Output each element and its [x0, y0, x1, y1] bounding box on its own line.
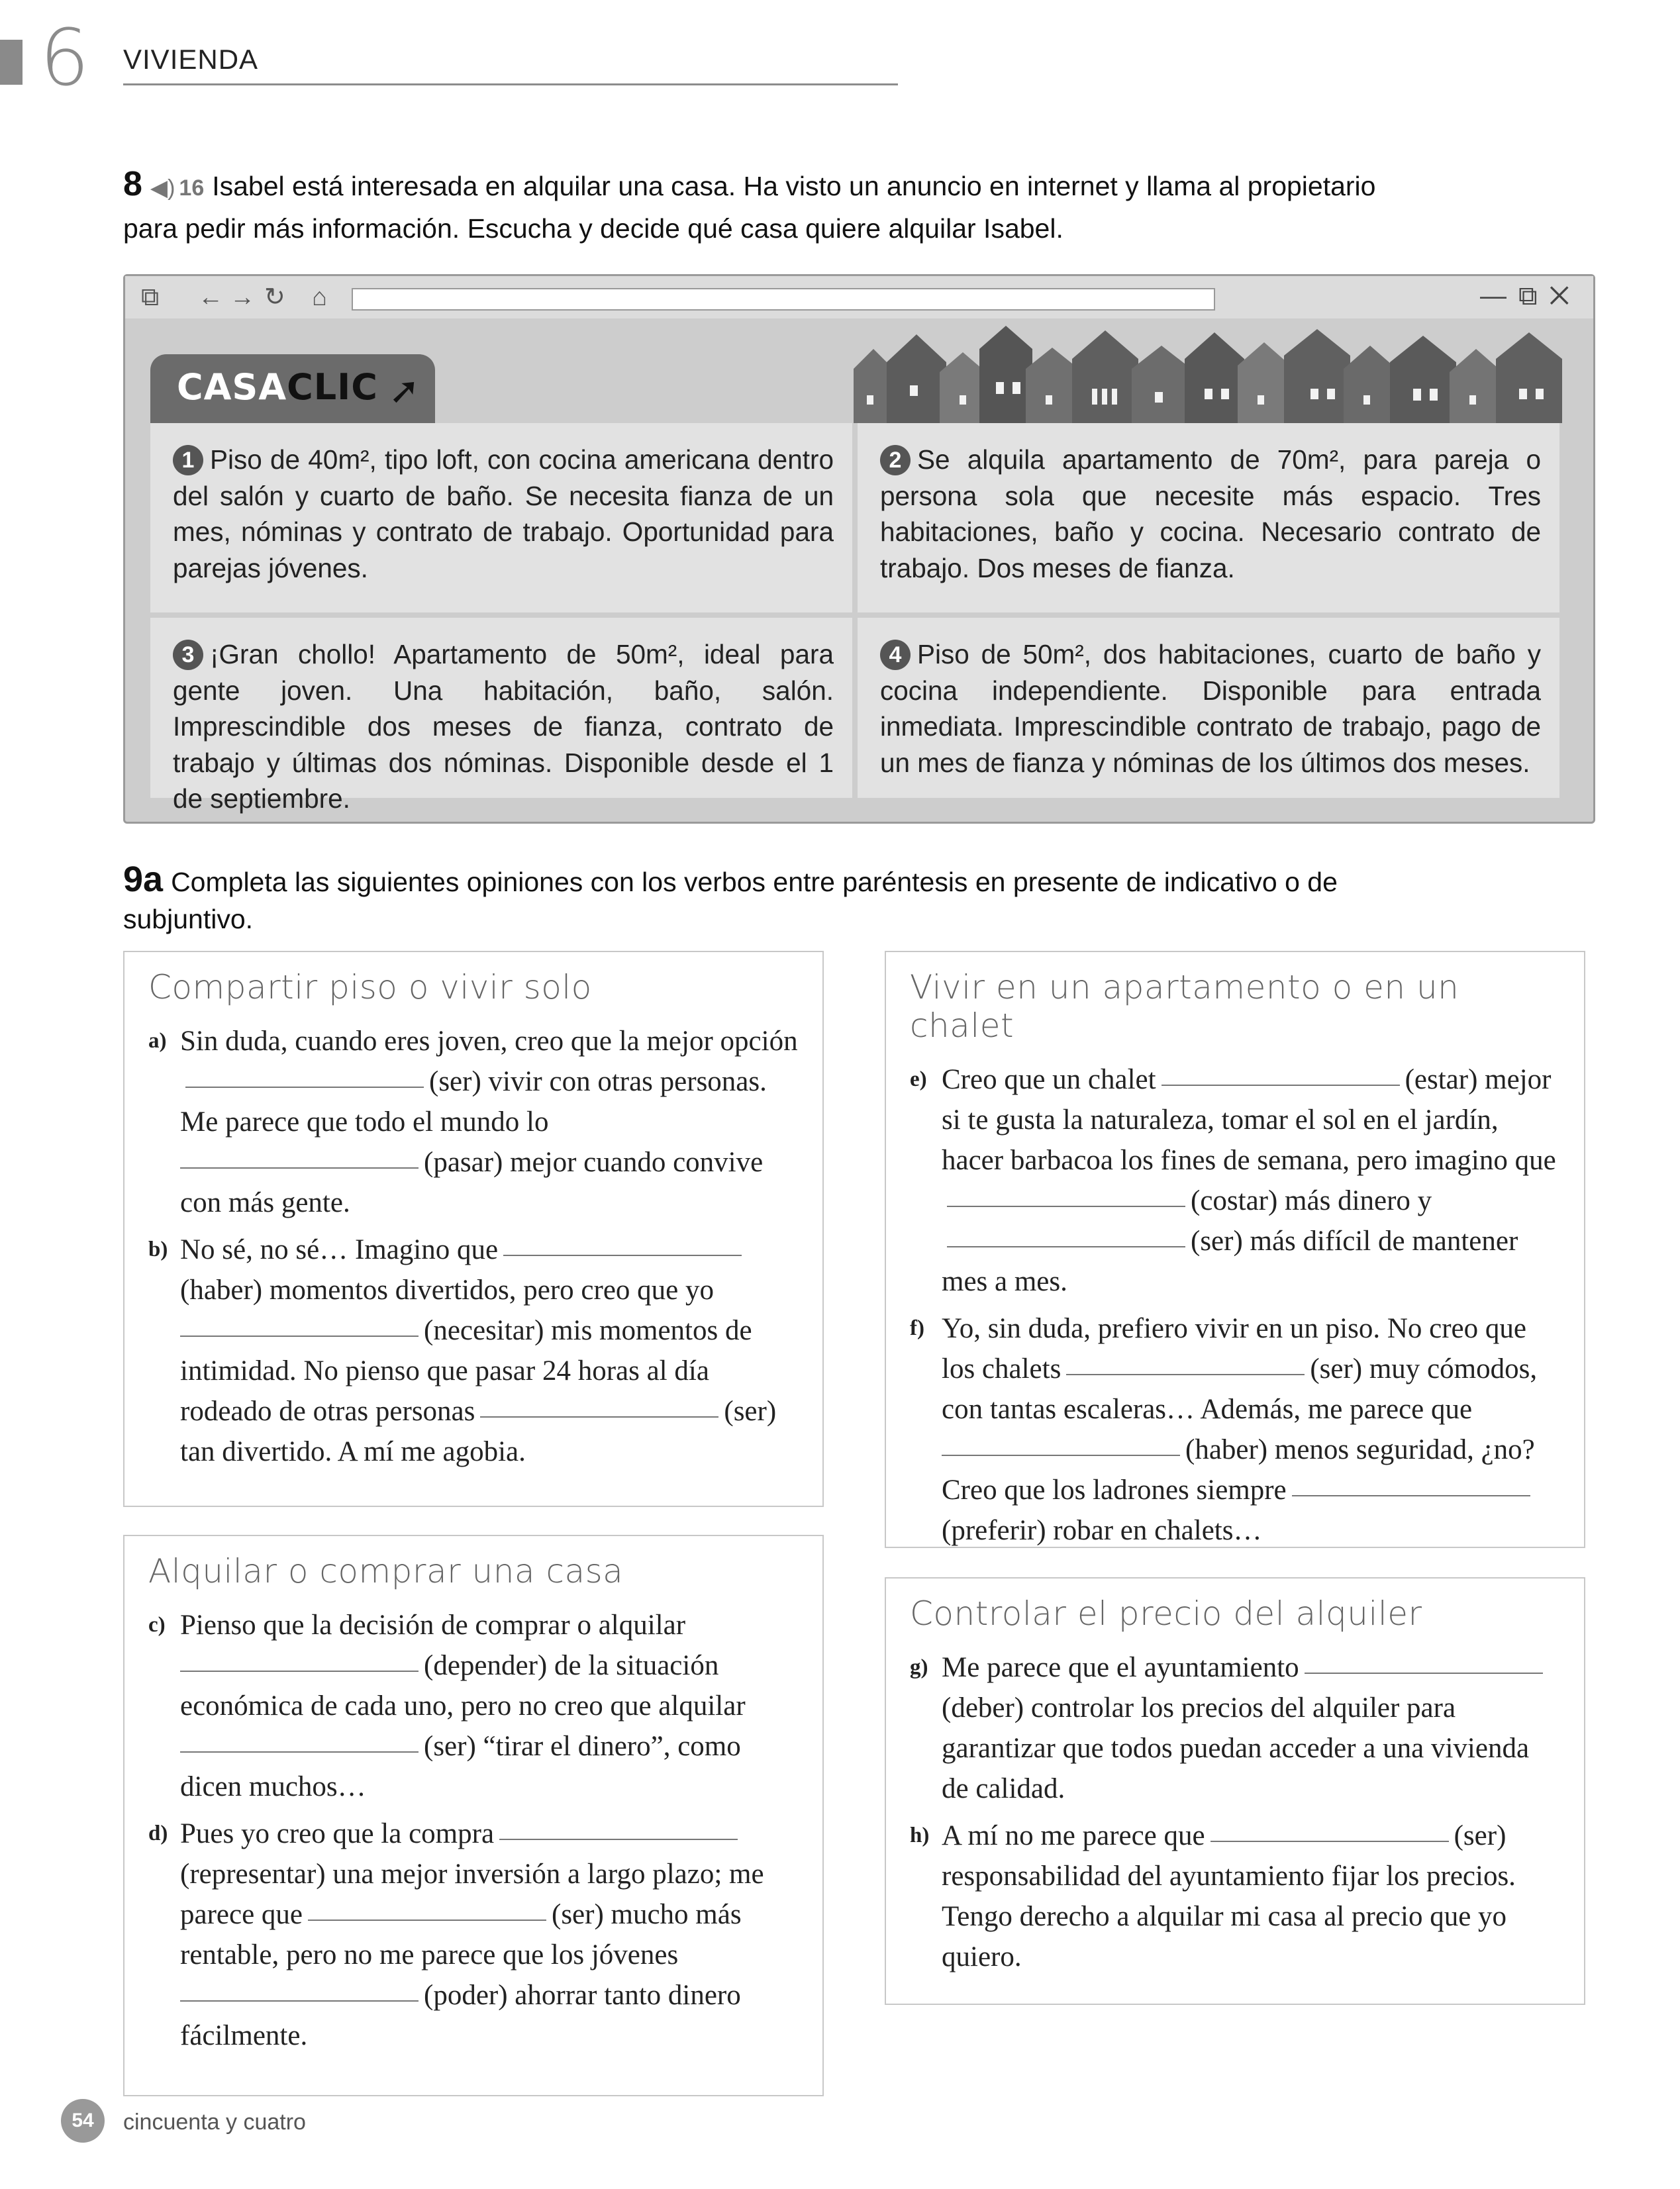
casaclic-logo [150, 354, 435, 423]
item-letter: h) [910, 1824, 930, 1847]
item-letter: e) [910, 1067, 927, 1091]
answer-blank[interactable] [180, 1167, 419, 1169]
item-h: h) A mí no me parece que (ser) responsabilidad del ayuntamiento fijar los precios. Tengo derecho a alquilar mi casa al precio que yo quiero. [910, 1816, 1561, 1977]
ad-text: ¡Gran chollo! Apartamento de 50m², ideal para gente joven. Una habitación, baño, salón. Imprescindible dos meses de fianza, contrato de trabajo y últimas dos nóminas. Disponible desde el 1 de septiembre. [173, 639, 834, 814]
answer-blank[interactable] [1305, 1673, 1543, 1674]
answer-blank[interactable] [1211, 1841, 1449, 1842]
item-letter: f) [910, 1316, 924, 1340]
box-title: Compartir piso o vivir solo [148, 968, 592, 1006]
ad-1 [150, 423, 852, 612]
opinion-box-apartamento-chalet [885, 951, 1585, 1548]
minimize-icon: — [1479, 281, 1518, 311]
window-controls [1480, 281, 1581, 311]
ad-text: Piso de 50m², dos habitaciones, cuarto de baño y cocina independiente. Disponible para entrada inmediata. Imprescindible contrato de trabajo, pago de un mes de fianza y nóminas de los últimos dos meses. [880, 639, 1541, 778]
ad-text: Se alquila apartamento de 70m², para pareja o persona sola que necesite más espacio. Tres habitaciones, baño y cocina. Necesario contrato de trabajo. Dos meses de fianza. [880, 444, 1541, 583]
forward-arrow-icon: → [230, 283, 255, 311]
answer-blank[interactable] [180, 1336, 419, 1337]
answer-blank[interactable] [180, 2000, 419, 2002]
unit-tab [0, 40, 23, 85]
answer-blank[interactable] [1161, 1085, 1400, 1086]
opinion-box-precio-alquiler [885, 1577, 1585, 2005]
item-b: b) No sé, no sé… Imagino que(haber) momentos divertidos, pero creo que yo (necesitar) mis momentos de intimidad. No pienso que pasar 24 horas al día rodeado de otras personas (ser) tan divertido. A mí me agobia. [148, 1230, 800, 1472]
unit-number: 6 [40, 12, 90, 103]
close-icon: ✕ [1549, 281, 1581, 311]
browser-window-illustration [123, 274, 1595, 824]
answer-blank[interactable] [503, 1255, 742, 1256]
answer-blank[interactable] [480, 1416, 718, 1418]
reload-icon: ↻ [264, 283, 285, 311]
answer-blank[interactable] [185, 1087, 424, 1088]
header-rule [123, 83, 898, 85]
unit-title: VIVIENDA [123, 44, 259, 75]
exercise-number: 8 [123, 165, 142, 203]
answer-blank[interactable] [1292, 1495, 1530, 1496]
ad-3 [150, 618, 852, 814]
audio-track-number: 16 [179, 175, 205, 201]
box-title: Vivir en un apartamento o en un chalet [910, 968, 1459, 1045]
exercise-instruction-text: Isabel está interesada en alquilar una casa. Ha visto un anuncio en internet y llama al propietario para pedir más información. Escucha y decide qué casa quiere alquilar Isabel. [123, 171, 1376, 244]
ad-number-badge: 2 [880, 445, 911, 475]
cursor-icon: ➚ [389, 369, 420, 411]
answer-blank[interactable] [499, 1839, 738, 1840]
item-a: a) Sin duda, cuando eres joven, creo que la mejor opción(ser) vivir con otras personas. Me parece que todo el mundo lo (pasar) mejor cuando convive con más gente. [148, 1021, 800, 1223]
ad-number-badge: 3 [173, 640, 203, 670]
logo-word-casa: CASA [177, 366, 287, 408]
item-e: e) Creo que un chalet (estar) mejor si te gusta la naturaleza, tomar el sol en el jardín, hacer barbacoa los fines de semana, pero imagino que(costar) más dinero y(ser) más difícil de mantener mes a mes. [910, 1059, 1561, 1302]
browser-toolbar [125, 276, 1593, 318]
ad-4 [858, 618, 1559, 798]
logo-word-clic: CLIC [287, 366, 378, 408]
answer-blank[interactable] [947, 1246, 1185, 1247]
answer-blank[interactable] [308, 1920, 546, 1921]
answer-blank[interactable] [942, 1455, 1180, 1456]
houses-skyline-illustration [854, 322, 1567, 423]
item-d: d) Pues yo creo que la compra(representar) una mejor inversión a largo plazo; me parece que (ser) mucho más rentable, pero no me parece que los jóvenes (poder) ahorrar tanto dinero fácilmente. [148, 1814, 800, 2056]
opinion-box-alquilar-comprar [123, 1535, 824, 2096]
address-bar [352, 288, 1215, 311]
answer-blank[interactable] [1066, 1374, 1305, 1375]
exercise-number: 9a [123, 859, 164, 899]
item-f: f) Yo, sin duda, prefiero vivir en un piso. No creo que los chalets (ser) muy cómodos, con tantas escaleras… Además, me parece que (haber) menos seguridad, ¿no? Creo que los ladrones siempre(preferir) robar en chalets… [910, 1308, 1561, 1551]
exercise-8-instruction [123, 164, 1414, 249]
page-number-words: cincuenta y cuatro [123, 2110, 306, 2135]
ad-text: Piso de 40m², tipo loft, con cocina americana dentro del salón y cuarto de baño. Se necesita fianza de un mes, nóminas y contrato de trabajo. Oportunidad para parejas jóvenes. [173, 444, 834, 583]
opinion-box-compartir-piso [123, 951, 824, 1507]
answer-blank[interactable] [180, 1751, 419, 1753]
item-c: c) Pienso que la decisión de comprar o alquilar (depender) de la situación económica de cada uno, pero no creo que alquilar (ser) “tirar el dinero”, como dicen muchos… [148, 1605, 800, 1807]
back-arrow-icon: ← [198, 283, 223, 311]
item-letter: c) [148, 1613, 166, 1637]
answer-blank[interactable] [947, 1206, 1185, 1207]
item-letter: d) [148, 1822, 168, 1845]
ad-2 [858, 423, 1559, 612]
item-letter: a) [148, 1029, 167, 1053]
home-icon: ⌂ [312, 283, 327, 311]
exercise-instruction-text: Completa las siguientes opiniones con los verbos entre paréntesis en presente de indicativo o de subjuntivo. [123, 867, 1338, 934]
ad-number-badge: 4 [880, 640, 911, 670]
item-letter: b) [148, 1238, 168, 1261]
tabs-icon: ⧉ [141, 283, 160, 311]
page-number-badge: 54 [61, 2099, 105, 2143]
ad-number-badge: 1 [173, 445, 203, 475]
box-title: Alquilar o comprar una casa [148, 1552, 624, 1590]
item-letter: g) [910, 1655, 928, 1679]
item-g: g) Me parece que el ayuntamiento(deber) controlar los precios del alquiler para garantizar que todos puedan acceder a una vivienda de calidad. [910, 1647, 1561, 1809]
maximize-icon: ⧉ [1518, 281, 1550, 311]
box-title: Controlar el precio del alquiler [910, 1594, 1422, 1633]
answer-blank[interactable] [180, 1671, 419, 1672]
speaker-icon: ◀) [150, 175, 175, 201]
exercise-9a-instruction [123, 861, 1414, 938]
